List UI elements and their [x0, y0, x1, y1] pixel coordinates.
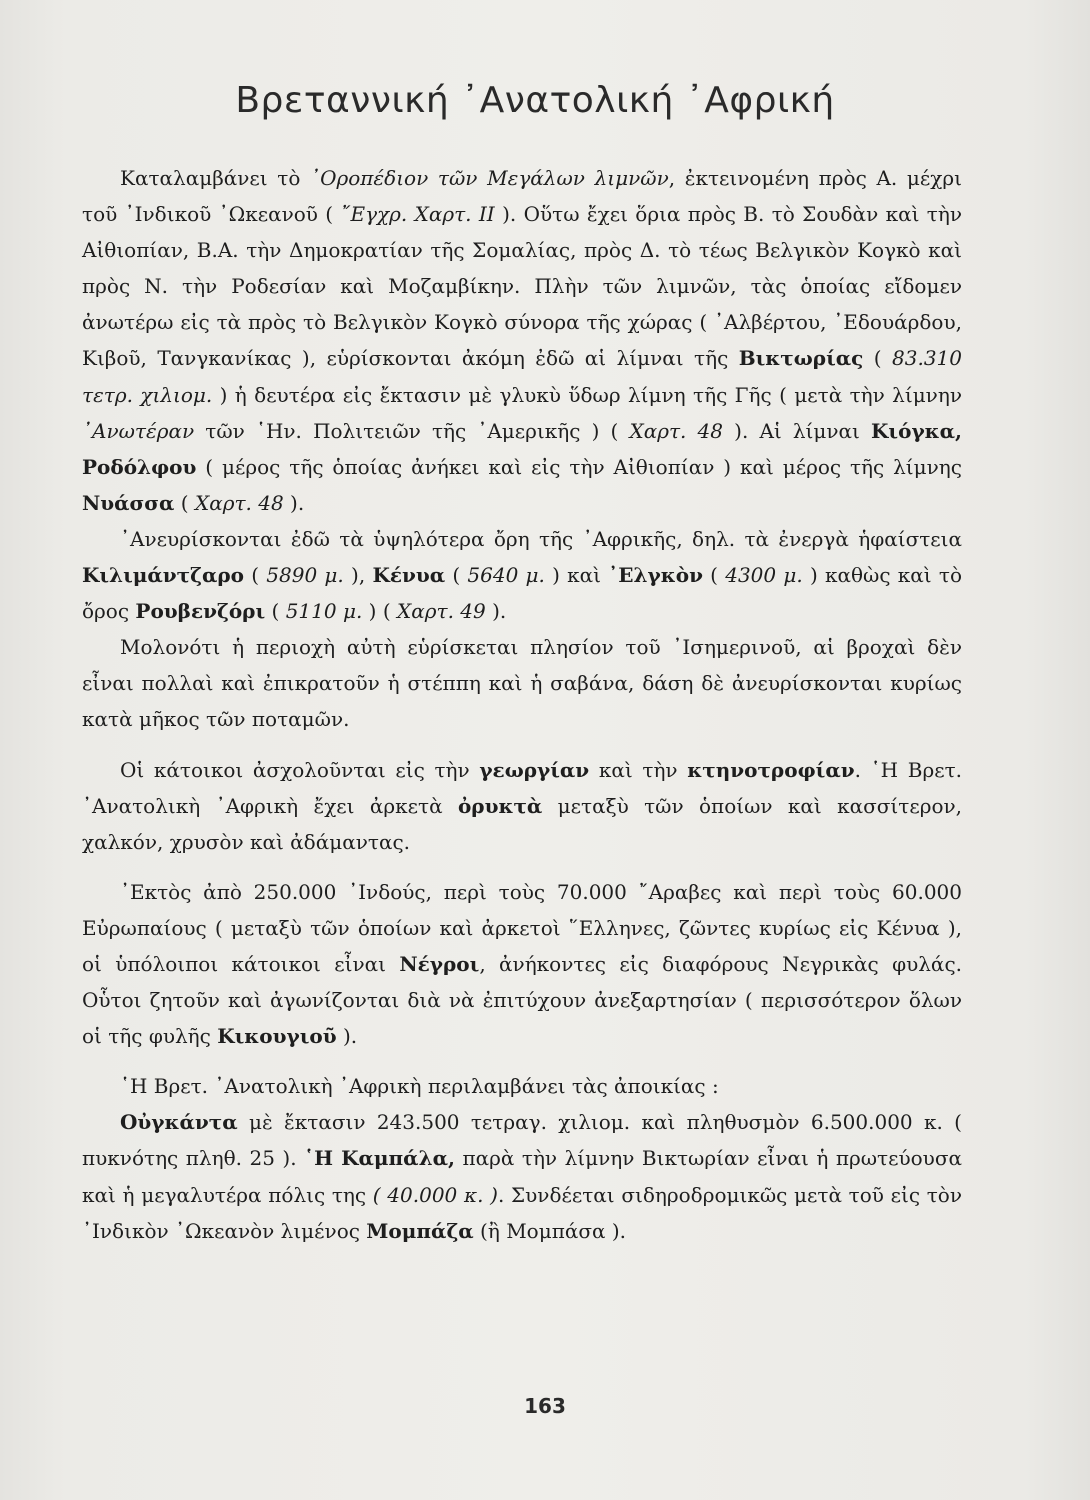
page-title: Βρεταννική ᾽Ανατολική ᾽Αφρική	[235, 80, 835, 121]
term-agriculture: γεωργίαν	[479, 757, 590, 782]
paragraph-plateau: Καταλαμβάνει τὸ ᾽Οροπέδιον τῶν Μεγάλων λιμνῶν, ἐκτεινομένη πρὸς Α. μέχρι τοῦ ᾽Ινδικοῦ ᾽Ωκεανοῦ ( ῎Εγχρ. Χαρτ. ΙΙ ). Οὕτω ἔχει ὅρια πρὸς Β. τὸ Σουδὰν καὶ τὴν Αἰθιοπίαν, Β.Α. τὴν Δημοκρατίαν τῆς Σομαλίας, πρὸς Δ. τὸ τέως Βελγικὸν Κογκὸ καὶ πρὸς Ν. τὴν Ροδεσίαν καὶ Μοζαμβίκην. Πλὴν τῶν λιμνῶν, τὰς ὁποίας εἴδομεν ἀνωτέρω εἰς τὰ πρὸς τὸ Βελγικὸν Κογκὸ σύνορα τῆς χώρας ( ᾽Αλβέρτου, ᾽Εδουάρδου, Κιβοῦ, Τανγκανίκας ), εὑρίσκονται ἀκόμη ἐδῶ αἱ λίμναι τῆς Βικτωρίας ( 83.310 τετρ. χιλιομ. ) ἡ δευτέρα εἰς ἔκτασιν μὲ γλυκὺ ὕδωρ λίμνη τῆς Γῆς ( μετὰ τὴν λίμνην ᾽Ανωτέραν τῶν ῾Ην. Πολιτειῶν τῆς ᾽Αμερικῆς ) ( Χαρτ. 48 ). Αἱ λίμναι Κιόγκα, Ροδόλφου ( μέρος τῆς ὁποίας ἀνήκει καὶ εἰς τὴν Αἰθιοπίαν ) καὶ μέρος τῆς λίμνης Νυάσσα ( Χαρτ. 48 ).	[82, 166, 962, 515]
paragraph-climate: Μολονότι ἡ περιοχὴ αὐτὴ εὑρίσκεται πλησίον τοῦ ᾽Ισημερινοῦ, αἱ βροχαὶ δὲν εἶναι πολλαὶ καὶ ἐπικρατοῦν ἡ στέππη καὶ ἡ σαβάνα, δάση δὲ ἀνευρίσκονται κυρίως κατὰ μῆκος τῶν ποταμῶν.	[82, 635, 962, 732]
term-kilimanjaro: Κιλιμάντζαρο	[82, 563, 245, 588]
term-negroes: Νέγροι	[399, 951, 480, 976]
paragraph-economy: Οἱ κάτοικοι ἀσχολοῦνται εἰς τὴν γεωργίαν καὶ τὴν κτηνοτροφίαν. ῾Η Βρετ. ᾽Ανατολικὴ ᾽Αφρικὴ ἔχει ἀρκετὰ ὀρυκτὰ μεταξὺ τῶν ὁποίων καὶ κασσίτερον, χαλκόν, χρυσὸν καὶ ἀδάμαντας.	[82, 757, 963, 854]
term-uganda: Οὐγκάντα	[120, 1110, 238, 1135]
page-number: 163	[524, 1394, 566, 1418]
paragraph-colonies-intro: ῾Η Βρετ. ᾽Ανατολικὴ ᾽Αφρικὴ περιλαμβάνει τὰς ἀποικίας :	[120, 1074, 719, 1099]
paragraph-population: ᾽Εκτὸς ἀπὸ 250.000 ᾽Ινδούς, περὶ τοὺς 70.000 ῎Αραβες καὶ περὶ τοὺς 60.000 Εὐρωπαίους ( μεταξὺ τῶν ὁποίων καὶ ἀρκετοὶ ῞Ελληνες, ζῶντες κυρίως εἰς Κένυα ), οἱ ὑπόλοιποι κάτοικοι εἶναι Νέγροι, ἀνήκοντες εἰς διαφόρους Νεγρικὰς φυλάς. Οὗτοι ζητοῦν καὶ ἀγωνίζονται διὰ νὰ ἐπιτύχουν ἀνεξαρτησίαν ( περισσότερον ὅλων οἱ τῆς φυλῆς Κικουγιοῦ ).	[82, 879, 963, 1049]
term-nyasa: Νυάσσα	[82, 490, 175, 515]
body-text	[82, 160, 962, 1249]
term-mombasa: Μομπάζα	[366, 1218, 474, 1243]
term-ruwenzori: Ρουβενζόρι	[135, 599, 266, 624]
term-kenya: Κένυα	[372, 563, 446, 588]
term-livestock: κτηνοτροφίαν	[687, 757, 855, 782]
paragraph-mountains: ᾽Ανευρίσκονται ἐδῶ τὰ ὑψηλότερα ὄρη τῆς ᾽Αφρικῆς, δηλ. τὰ ἐνεργὰ ἡφαίστεια Κιλιμάντζαρο ( 5890 μ. ), Κένυα ( 5640 μ. ) καὶ ᾽Ελγκὸν ( 4300 μ. ) καθὼς καὶ τὸ ὄρος Ρουβενζόρι ( 5110 μ. ) ( Χαρτ. 49 ).	[82, 526, 962, 624]
paragraph-uganda: Οὐγκάντα μὲ ἔκτασιν 243.500 τετραγ. χιλιομ. καὶ πληθυσμὸν 6.500.000 κ. ( πυκνότης πληθ. 25 ). ῾Η Καμπάλα, παρὰ τὴν λίμνην Βικτωρίαν εἶναι ἡ πρωτεύουσα καὶ ἡ μεγαλυτέρα πόλις της ( 40.000 κ. ). Συνδέεται σιδηροδρομικῶς μετὰ τοῦ εἰς τὸν ᾽Ινδικὸν ᾽Ωκεανὸν λιμένος Μομπάζα (ἢ Μομπάσα ).	[82, 1110, 962, 1243]
term-kioga-rodolfou: Κιόγκα, Ροδόλφου	[82, 418, 962, 479]
term-elgon: ᾽Ελγκὸν	[608, 563, 703, 588]
term-kampala: ῾Η Καμπάλα,	[304, 1146, 455, 1171]
term-minerals: ὀρυκτὰ	[457, 793, 543, 818]
term-kikuyu: Κικουγιοῦ	[217, 1024, 337, 1049]
term-victoria: Βικτωρίας	[738, 346, 864, 371]
